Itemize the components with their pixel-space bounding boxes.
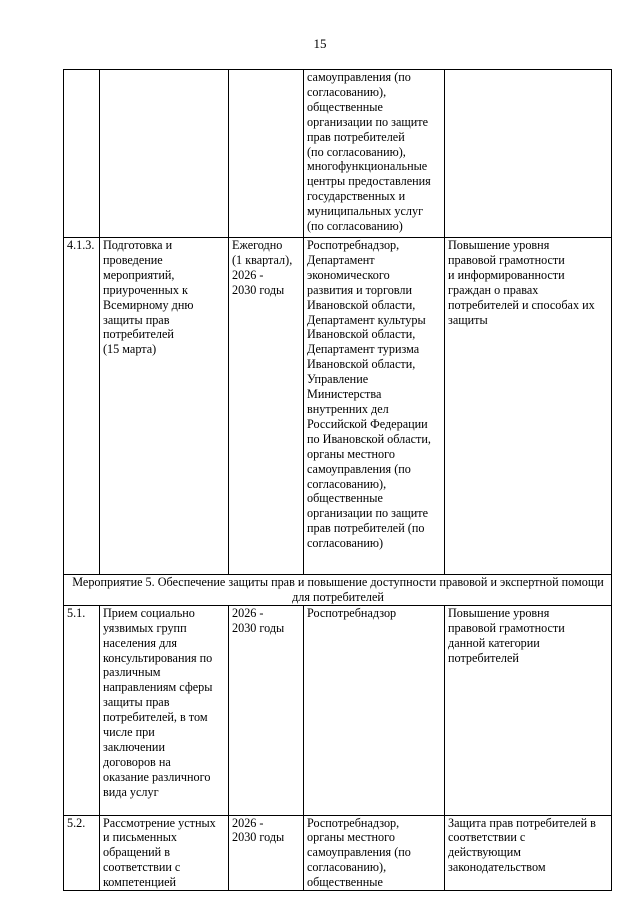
item-name: Рассмотрение устных и письменных обращений в соответствии с компетенцией	[100, 815, 229, 891]
item-number	[64, 70, 100, 238]
item-executors: Роспотребнадзор	[304, 605, 445, 815]
item-result: Защита прав потребителей в соответствии с действующим законодательством	[445, 815, 612, 891]
item-number: 5.1.	[64, 605, 100, 815]
item-result	[445, 70, 612, 238]
item-period: Ежегодно (1 квартал), 2026 - 2030 годы	[229, 238, 304, 575]
item-name: Прием социально уязвимых групп населения для консультирования по различным направлениям сферы защиты прав потребителей, в том числе при заключении договоров на оказание различного вида услуг	[100, 605, 229, 815]
section-row	[64, 575, 612, 606]
item-executors: Роспотребнадзор, Департамент экономического развития и торговли Ивановской области, Департамент культуры Ивановской области, Департамент туризма Ивановской области, Управление Министерства внутренних дел Российской Федерации по Ивановской области, органы местного самоуправления (по согласованию), общественные организации по защите прав потребителей (по согласованию)	[304, 238, 445, 575]
item-executors: Роспотребнадзор, органы местного самоуправления (по согласованию), общественные	[304, 815, 445, 891]
measures-table-body	[64, 70, 612, 891]
table-row	[64, 70, 612, 238]
item-name	[100, 70, 229, 238]
item-result: Повышение уровня правовой грамотности и информированности граждан о правах потребителей и способах их защиты	[445, 238, 612, 575]
item-period: 2026 - 2030 годы	[229, 605, 304, 815]
item-period	[229, 70, 304, 238]
item-number: 5.2.	[64, 815, 100, 891]
section-title: Мероприятие 5. Обеспечение защиты прав и повышение доступности правовой и экспертной помощи для потребителей	[64, 575, 612, 606]
item-number: 4.1.3.	[64, 238, 100, 575]
item-name: Подготовка и проведение мероприятий, приуроченных к Всемирному дню защиты прав потребителей (15 марта)	[100, 238, 229, 575]
page-number: 15	[313, 36, 327, 51]
table-row	[64, 815, 612, 891]
item-result: Повышение уровня правовой грамотности данной категории потребителей	[445, 605, 612, 815]
table-row	[64, 238, 612, 575]
table-row	[64, 605, 612, 815]
item-period: 2026 - 2030 годы	[229, 815, 304, 891]
measures-table	[63, 69, 612, 891]
item-executors: самоуправления (по согласованию), общественные организации по защите прав потребителей (по согласованию), многофункциональные центры предоставления государственных и муниципальных услуг (по согласованию)	[304, 70, 445, 238]
